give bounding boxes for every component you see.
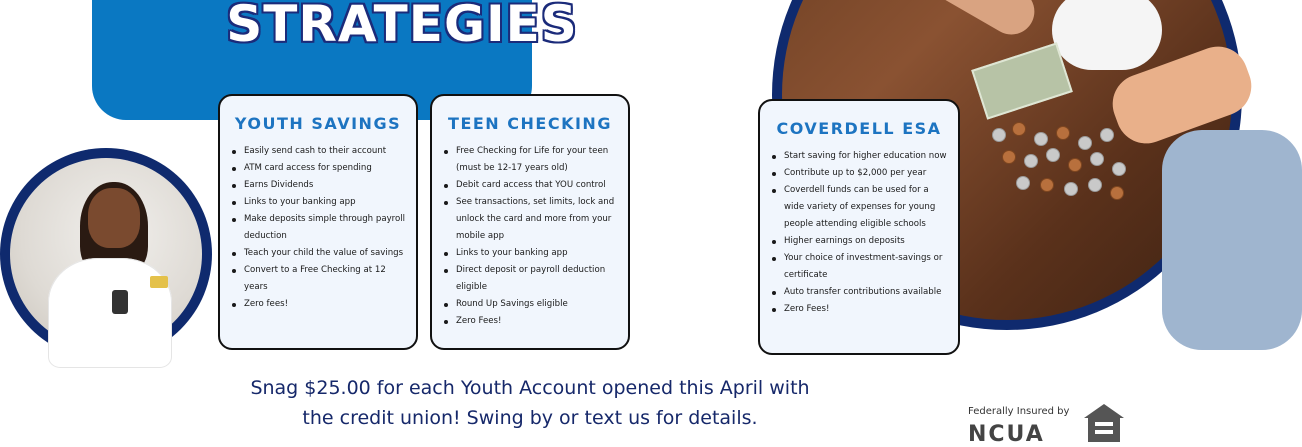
- list-item: ATM card access for spending: [230, 160, 406, 177]
- coin-icon: [992, 128, 1006, 142]
- promo-text: [200, 373, 860, 433]
- coin-icon: [1078, 136, 1092, 150]
- coin-icon: [1046, 148, 1060, 162]
- list-item: Zero fees!: [230, 296, 406, 313]
- list-item: Start saving for higher education now: [770, 148, 948, 165]
- card-title: COVERDELL ESA: [776, 119, 942, 138]
- promo-line-1: Snag $25.00 for each Youth Account opened this April with: [250, 377, 810, 399]
- photo-adult-arm: [881, 0, 1043, 43]
- list-item: Links to your banking app: [442, 245, 618, 262]
- coin-icon: [1088, 178, 1102, 192]
- coin-icon: [1068, 158, 1082, 172]
- list-item: Earns Dividends: [230, 177, 406, 194]
- list-item: Convert to a Free Checking at 12 years: [230, 262, 406, 296]
- header-title-wrap: [226, 0, 578, 60]
- photo-teen-with-phone: [0, 148, 212, 360]
- list-item: Links to your banking app: [230, 194, 406, 211]
- coin-icon: [1110, 186, 1124, 200]
- coin-icon: [1100, 128, 1114, 142]
- feature-list: [770, 148, 948, 318]
- coin-icon: [1016, 176, 1030, 190]
- coin-icon: [1064, 182, 1078, 196]
- photo-child-shirt: [1162, 130, 1302, 350]
- list-item: Auto transfer contributions available: [770, 284, 948, 301]
- photo-face: [88, 188, 140, 248]
- coin-icon: [1112, 162, 1126, 176]
- card-title: TEEN CHECKING: [448, 114, 612, 133]
- list-item: Direct deposit or payroll deduction eligible: [442, 262, 618, 296]
- ncua-badge: [966, 404, 1146, 447]
- list-item: Your choice of investment-savings or certificate: [770, 250, 948, 284]
- list-item: Make deposits simple through payroll deduction: [230, 211, 406, 245]
- feature-list: [230, 143, 406, 313]
- list-item: Coverdell funds can be used for a wide variety of expenses for young people attending eligible schools: [770, 182, 948, 233]
- photo-teen-with-phone-image: [10, 158, 202, 350]
- list-item: Easily send cash to their account: [230, 143, 406, 160]
- list-item: Round Up Savings eligible: [442, 296, 618, 313]
- list-item: Contribute up to $2,000 per year: [770, 165, 948, 182]
- feature-list: [442, 143, 618, 330]
- photo-shirt: [48, 258, 172, 368]
- list-item: Zero Fees!: [770, 301, 948, 318]
- dollar-bills-icon: [971, 42, 1073, 119]
- equal-housing-icon: [1082, 402, 1126, 442]
- promo-line-2: the credit union! Swing by or text us for details.: [302, 407, 758, 429]
- list-item: See transactions, set limits, lock and unlock the card and more from your mobile app: [442, 194, 618, 245]
- list-item: Free Checking for Life for your teen (must be 12-17 years old): [442, 143, 618, 177]
- coin-icon: [1002, 150, 1016, 164]
- coin-icon: [1090, 152, 1104, 166]
- ncua-label: Federally Insured by: [968, 406, 1070, 417]
- card-youth-savings: [218, 94, 418, 350]
- page-title: STRATEGIES: [226, 0, 578, 53]
- card-teen-checking: [430, 94, 630, 350]
- coin-icon: [1056, 126, 1070, 140]
- coin-icon: [1012, 122, 1026, 136]
- list-item: Teach your child the value of savings: [230, 245, 406, 262]
- phone-icon: [112, 290, 128, 314]
- list-item: Debit card access that YOU control: [442, 177, 618, 194]
- card-coverdell-esa: [758, 99, 960, 355]
- coin-icon: [1040, 178, 1054, 192]
- coin-icon: [1024, 154, 1038, 168]
- list-item: Higher earnings on deposits: [770, 233, 948, 250]
- card-title: YOUTH SAVINGS: [234, 114, 402, 133]
- ncua-logo: NCUA: [968, 422, 1045, 447]
- credit-card-icon: [150, 276, 168, 288]
- list-item: Zero Fees!: [442, 313, 618, 330]
- piggy-bank-icon: [1052, 0, 1162, 70]
- coin-icon: [1034, 132, 1048, 146]
